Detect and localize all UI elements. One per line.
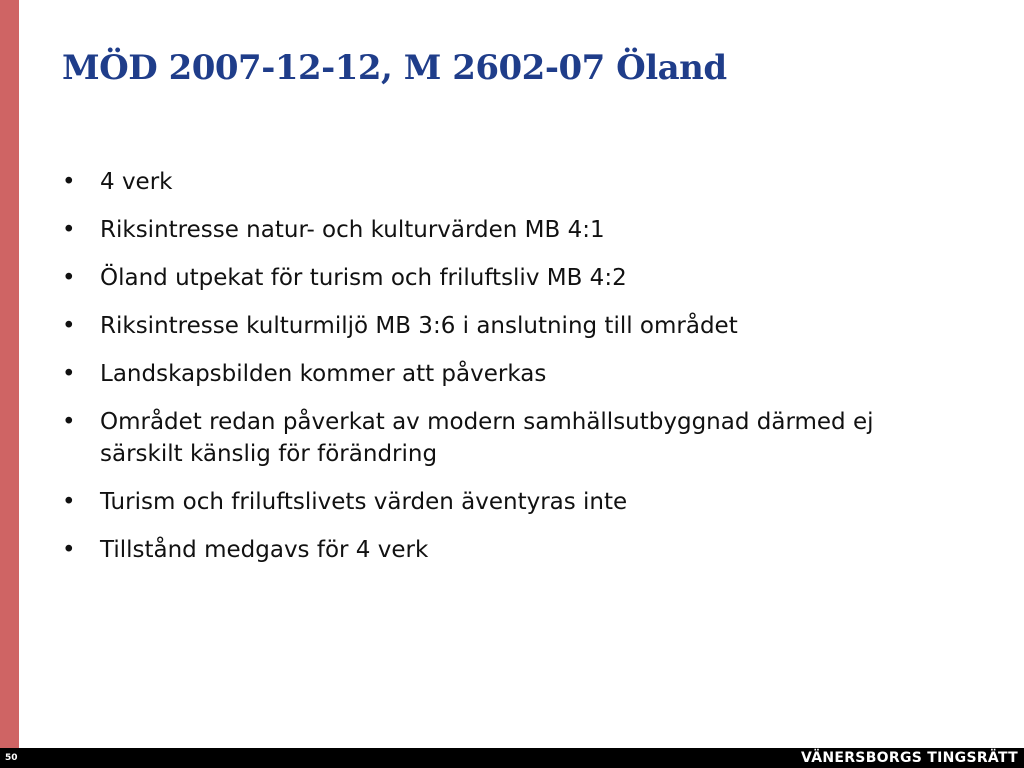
list-item	[62, 166, 962, 198]
list-item	[62, 486, 962, 518]
bullet-dot: •	[62, 313, 76, 339]
bullet-text: Turism och friluftslivets värden äventyras inte	[100, 489, 628, 515]
bullet-dot: •	[62, 217, 76, 243]
left-accent-bar	[0, 0, 19, 748]
bullet-text: Riksintresse natur- och kulturvärden MB 4:1	[100, 217, 605, 243]
bullet-text: 4 verk	[100, 169, 173, 195]
bullet-dot: •	[62, 537, 76, 563]
organization-name: VÄNERSBORGS TINGSRÄTT	[801, 750, 1018, 766]
bullet-dot: •	[62, 169, 76, 195]
bullet-text: Riksintresse kulturmiljö MB 3:6 i anslutning till området	[100, 313, 738, 339]
footer-bar	[0, 748, 1024, 768]
list-item	[62, 534, 962, 566]
list-item	[62, 310, 962, 342]
bullet-text: Området redan påverkat av modern samhällsutbyggnad därmed ej särskilt känslig för förändring	[100, 409, 874, 467]
list-item	[62, 358, 962, 390]
bullet-dot: •	[62, 265, 76, 291]
list-item	[62, 406, 962, 470]
bullet-text: Landskapsbilden kommer att påverkas	[100, 361, 547, 387]
bullet-text: Öland utpekat för turism och friluftsliv MB 4:2	[100, 265, 627, 291]
list-item	[62, 262, 962, 294]
bullet-dot: •	[62, 409, 76, 435]
bullet-dot: •	[62, 361, 76, 387]
list-item	[62, 214, 962, 246]
bullet-list	[62, 166, 962, 582]
bullet-text: Tillstånd medgavs för 4 verk	[100, 537, 429, 563]
slide-title: MÖD 2007-12-12, M 2602-07 Öland	[62, 48, 727, 88]
slide-number: 50	[5, 753, 18, 763]
bullet-dot: •	[62, 489, 76, 515]
